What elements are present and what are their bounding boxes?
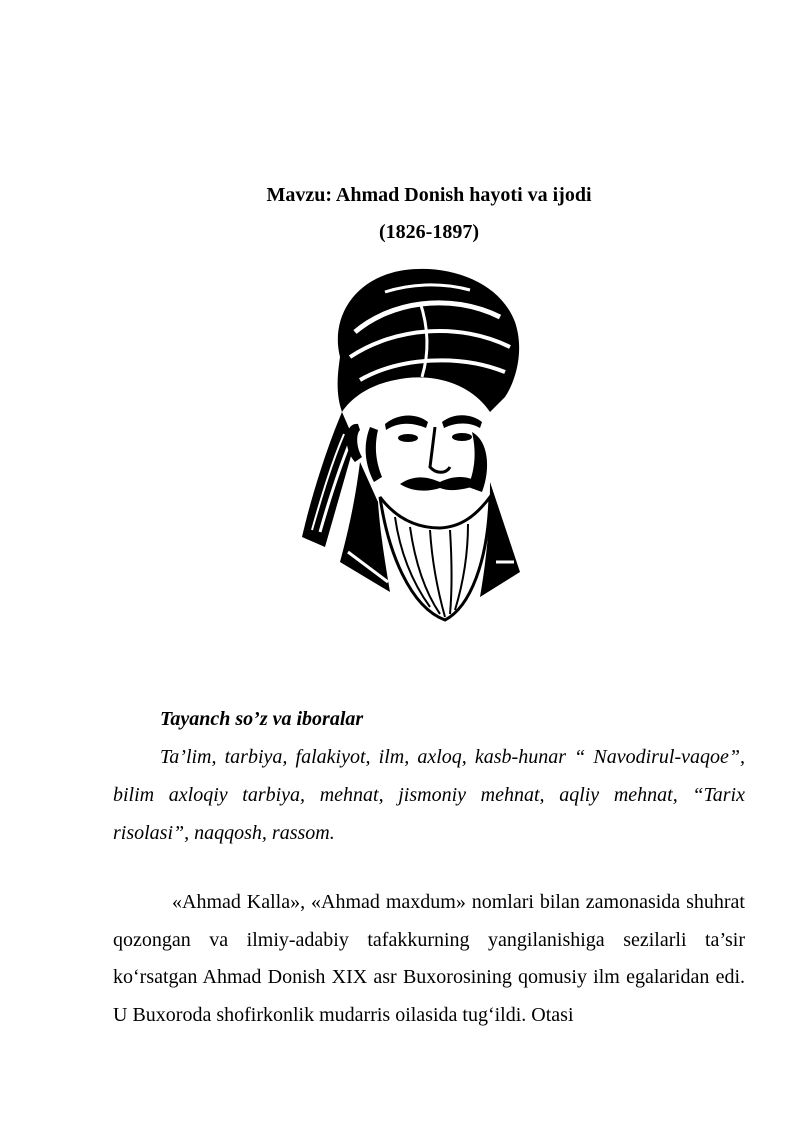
life-years: (1826-1897) [379, 221, 479, 243]
beard-shape [380, 497, 490, 620]
keywords-text: Ta’lim, tarbiya, falakiyot, ilm, axloq, kasb-hunar “ Navodirul-vaqoe”, bilim axloqiy tarbiya, mehnat, jismoniy mehnat, aqliy mehnat, “Tarix risolasi”, naqqosh, rassom. [113, 746, 745, 844]
portrait-illustration [300, 262, 528, 622]
page-title: Mavzu: Ahmad Donish hayoti va ijodi [266, 184, 592, 206]
keywords-heading: Tayanch so’z va iboralar [160, 708, 364, 730]
body-paragraph: «Ahmad Kalla», «Ahmad maxdum» nomlari bilan zamonasida shuhrat qozongan va ilmiy-adabiy tafakkurning yangilanishiga sezilarli ta’sir ko‘rsatgan Ahmad Donish XIX asr Buxorosining qomusiy ilm egalaridan edi. U Buxoroda shofirkonlik mudarris oilasida tug‘ildi. Otasi [113, 891, 745, 1026]
face-shape [358, 384, 493, 512]
